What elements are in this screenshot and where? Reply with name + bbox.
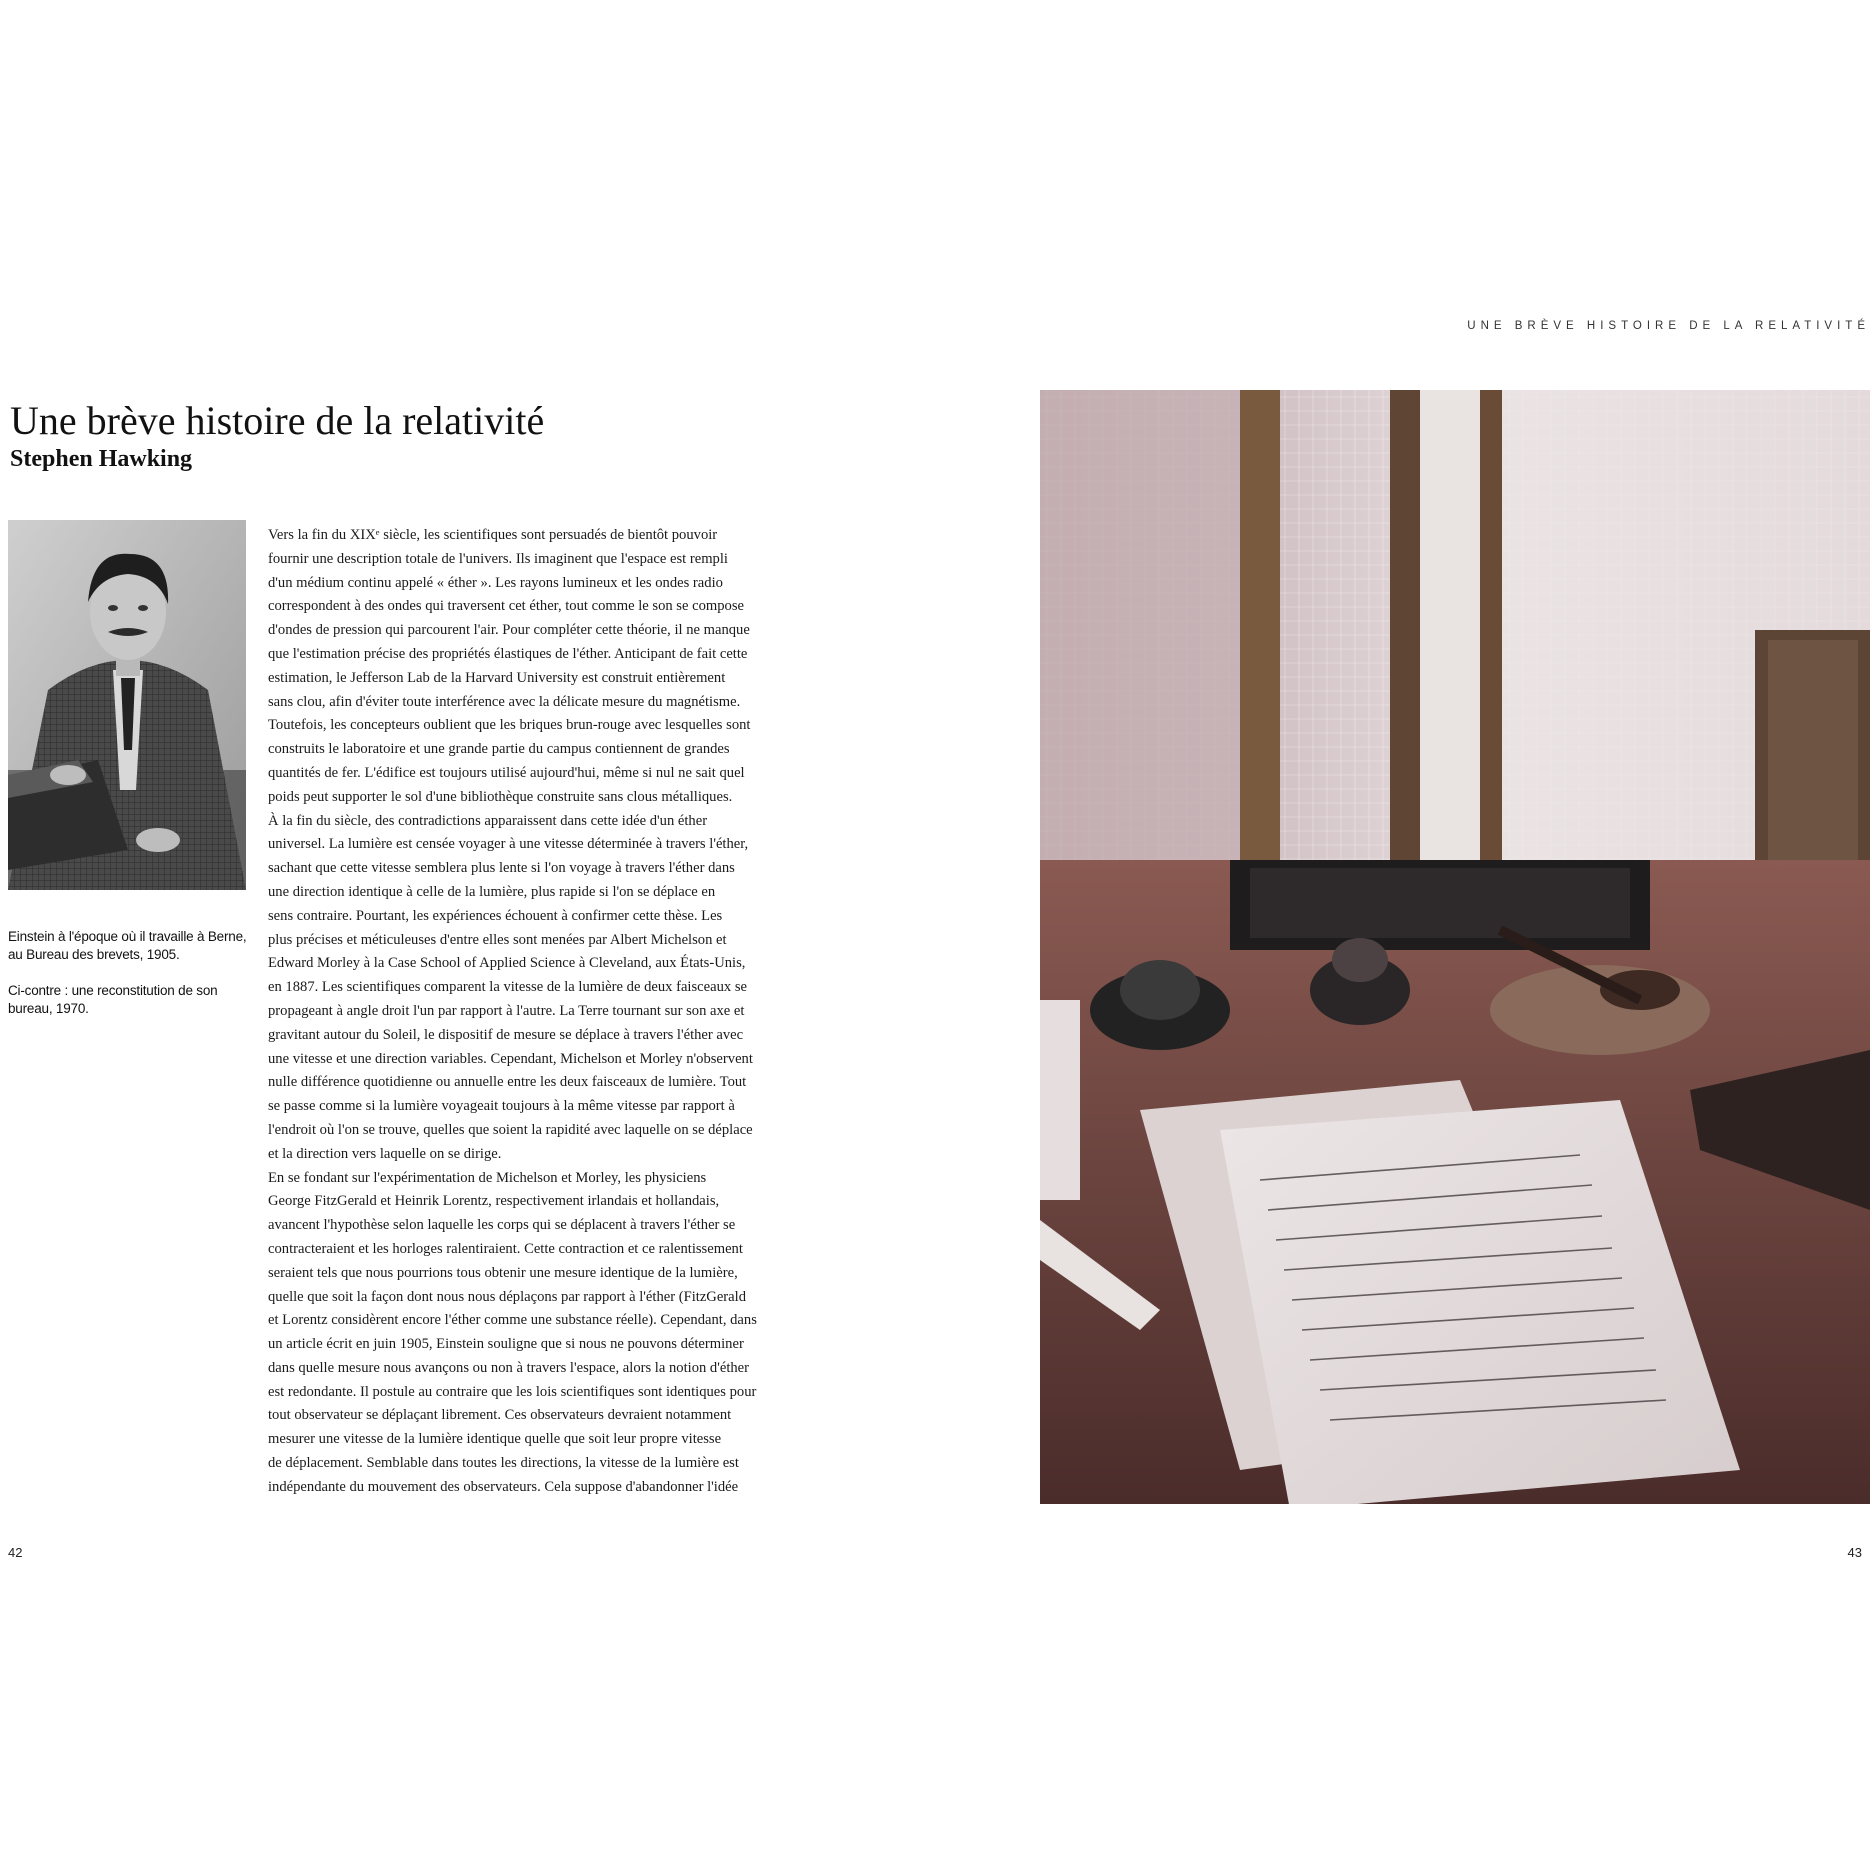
body-text-line: correspondent à des ondes qui traversent cet éther, tout comme le son se compose <box>268 598 744 615</box>
body-text-line: mesurer une vitesse de la lumière identique quelle que soit leur propre vitesse <box>268 1431 722 1448</box>
body-text-line: une vitesse et une direction variables. Cependant, Michelson et Morley n'observent <box>268 1050 753 1067</box>
body-text-line: se passe comme si la lumière voyageait toujours à la même vitesse par rapport à <box>268 1098 735 1115</box>
body-text-line: seraient tels que nous pourrions tous obtenir une mesure identique de la lumière, <box>268 1264 738 1281</box>
body-text-line: poids peut supporter le sol d'une bibliothèque construite sans clous métalliques. <box>268 788 733 805</box>
body-text-line: estimation, le Jefferson Lab de la Harvard University est construit entièrement <box>268 669 726 686</box>
body-text-line: tout observateur se déplaçant librement. Ces observateurs devraient notamment <box>268 1407 732 1424</box>
body-text-line: Toutefois, les concepteurs oublient que les briques brun-rouge avec lesquelles sont <box>268 717 751 734</box>
desk-reconstruction-photo <box>1040 390 1870 1504</box>
einstein-portrait-photo <box>8 520 246 890</box>
body-text-line: de déplacement. Semblable dans toutes les directions, la vitesse de la lumière est <box>268 1455 739 1472</box>
body-text-line: sens contraire. Pourtant, les expériences échouent à confirmer cette thèse. Les <box>268 907 723 924</box>
body-text-line: est redondante. Il postule au contraire que les lois scientifiques sont identiques pour <box>268 1383 757 1400</box>
body-text-line: À la fin du siècle, des contradictions apparaissent dans cette idée d'un éther <box>268 812 708 829</box>
body-text-line: nulle différence quotidienne ou annuelle entre les deux faisceaux de lumière. Tout <box>268 1074 747 1091</box>
body-text-line: sachant que cette vitesse semblera plus lente si l'on voyage à travers l'éther dans <box>268 860 735 877</box>
body-text-line: et Lorentz considèrent encore l'éther comme une substance réelle). Cependant, dans <box>268 1312 757 1329</box>
body-text-line: Edward Morley à la Case School of Applied Science à Cleveland, aux États-Unis, <box>268 955 746 972</box>
body-text-line: un article écrit en juin 1905, Einstein souligne que si nous ne pouvons déterminer <box>268 1336 744 1353</box>
article-title: Une brève histoire de la relativité <box>10 398 545 443</box>
running-head: UNE BRÈVE HISTOIRE DE LA RELATIVITÉ <box>1467 320 1870 332</box>
body-text-line: En se fondant sur l'expérimentation de Michelson et Morley, les physiciens <box>268 1169 707 1186</box>
desk-photo-caption: Ci-contre : une reconstitution de son bureau, 1970. <box>8 983 218 1016</box>
body-text-line: plus précises et méticuleuses d'entre elles sont menées par Albert Michelson et <box>268 931 727 948</box>
body-text-line: l'endroit où l'on se trouve, quelles que soient la rapidité avec laquelle on se déplace <box>268 1121 753 1138</box>
body-text-line: contracteraient et les horloges ralentiraient. Cette contraction et ce ralentissement <box>268 1240 743 1257</box>
body-text-line: gravitant autour du Soleil, le dispositif de mesure se déplace à travers l'éther avec <box>268 1026 744 1043</box>
body-text-line: propageant à angle droit l'un par rapport à l'autre. La Terre tournant sur son axe et <box>268 1002 745 1019</box>
body-text-line: quantités de fer. L'édifice est toujours utilisé aujourd'hui, même si nul ne sait quel <box>268 764 745 781</box>
body-text-line: dans quelle mesure nous avançons ou non à travers l'espace, alors la notion d'éther <box>268 1359 750 1376</box>
body-text-line: avancent l'hypothèse selon laquelle les corps qui se déplacent à travers l'éther se <box>268 1217 736 1234</box>
body-text-line: que l'estimation précise des propriétés élastiques de l'éther. Anticipant de fait cette <box>268 645 748 662</box>
body-text-line: universel. La lumière est censée voyager à une vitesse déterminée à travers l'éther, <box>268 836 749 853</box>
article-author: Stephen Hawking <box>10 446 193 472</box>
portrait-caption: Einstein à l'époque où il travaille à Berne, au Bureau des brevets, 1905. <box>8 929 247 962</box>
body-text-line: et la direction vers laquelle on se dirige. <box>268 1145 502 1162</box>
body-text-line: quelle que soit la façon dont nous nous déplaçons par rapport à l'éther (FitzGerald <box>268 1288 746 1305</box>
body-text-line: Vers la fin du XIXᵉ siècle, les scientifiques sont persuadés de bientôt pouvoir <box>268 527 718 543</box>
body-text-line: en 1887. Les scientifiques comparent la vitesse de la lumière de deux faisceaux se <box>268 979 747 996</box>
page-number-right: 43 <box>1847 1545 1862 1560</box>
body-text-line: fournir une description totale de l'univers. Ils imaginent que l'espace est rempli <box>268 550 728 567</box>
body-text-line: indépendante du mouvement des observateurs. Cela suppose d'abandonner l'idée <box>268 1478 739 1495</box>
body-text-line: d'ondes de pression qui parcourent l'air. Pour compléter cette théorie, il ne manque <box>268 622 750 639</box>
body-text-line: sans clou, afin d'éviter toute interférence avec la délicate mesure du magnétisme. <box>268 693 741 710</box>
body-text-line: d'un médium continu appelé « éther ». Les rayons lumineux et les ondes radio <box>268 574 723 591</box>
body-text-line: George FitzGerald et Heinrik Lorentz, respectivement irlandais et hollandais, <box>268 1193 720 1210</box>
body-text-line: une direction identique à celle de la lumière, plus rapide si l'on se déplace en <box>268 883 716 900</box>
body-text-line: construits le laboratoire et une grande partie du campus contiennent de grandes <box>268 741 730 758</box>
page-number-left: 42 <box>8 1545 23 1560</box>
article-body <box>268 524 834 1500</box>
